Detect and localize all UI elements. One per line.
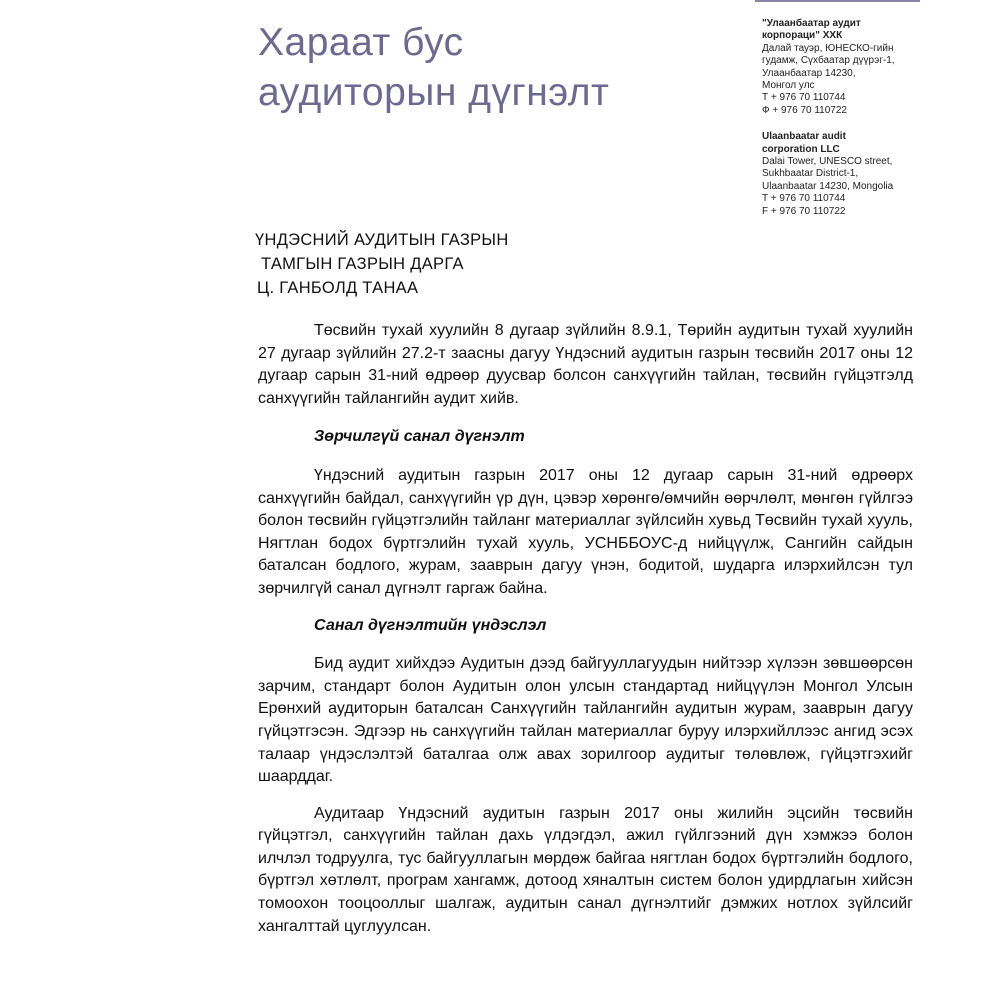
basis-paragraph: Бид аудит хийхдээ Аудитын дээд байгууллагуудын нийтээр хүлээн зөвшөөрсөн зарчим, стандарт болон Аудитын олон улсын стандартад нийцүүлэн Монгол Улсын Ерөнхий аудиторын баталсан Санхүүгийн тайлангийн аудитын журам, зааврын дагуу гүйцэтгэсэн. Эдгээр нь санхүүгийн тайлан материаллаг буруу илэрхийллээс ангид эсэх талаар үндэслэлтэй баталгаа олж авах зорилгоор аудитыг төлөвлөж, гүйцэтгэхийг шаарддаг.	[258, 655, 913, 786]
address-en-line: Ulaanbaatar 14230, Mongolia	[762, 180, 894, 192]
fax-en: F + 976 70 110722	[762, 205, 846, 217]
opinion-heading: Зөрчилгүй санал дүгнэлт	[314, 428, 525, 446]
company-name-en-line-2: corporation LLC	[762, 143, 840, 155]
phone-en: T + 976 70 110744	[762, 193, 846, 205]
letter-body	[258, 320, 913, 938]
addressee-line-2: ТАМГЫН ГАЗРЫН ДАРГА	[261, 255, 464, 273]
opinion-paragraph: Үндэсний аудитын газрын 2017 оны 12 дугаар сарын 31-ний өдрөөрх санхүүгийн байдал, санхүүгийн үр дүн, цэвэр хөрөнгө/өмчийн өөрчлөлт, мөнгөн гүйлгээ болон төсвийн гүйцэтгэлийн тайланг материаллаг зүйлсийн хувьд Төсвийн тухай хууль, Нягтлан бодох бүртгэлийн тухай хууль, УСНББОУС-д нийцүүлж, Сангийн сайдын баталсан бодлого, журам, зааврын дагуу үнэн, бодитой, шударга илэрхийлсэн тул зөрчилгүй санал дүгнэлт гаргаж байна.	[258, 466, 913, 597]
address-mn-line: Улаанбаатар 14230,	[762, 67, 856, 79]
address-spacer	[762, 117, 962, 131]
fax-mn: Ф + 976 70 110722	[762, 104, 847, 116]
letterhead-rule	[755, 0, 920, 2]
phone-mn: Т + 976 70 110744	[762, 92, 846, 104]
addressee-line-3: Ц. ГАНБОЛД ТАНАА	[257, 279, 419, 297]
procedures-paragraph: Аудитаар Үндэсний аудитын газрын 2017 оны жилийн эцсийн төсвийн гүйцэтгэл, санхүүгийн тайлан дахь үлдэгдэл, ажил гүйлгээний дүн хэмжээ болон илчлэл тодруулга, тус байгууллагын мөрдөж байгаа нягтлан бодох бүртгэлийн бодлого, бүртгэл хөтлөлт, програм хангамж, дотоод хяналтын систем болон удирдлагын хийсэн томоохон тооцооллыг шалгаж, аудитын санал дүгнэлтийг дэмжих нотлох зүйлсийг хангалттай цуглуулсан.	[258, 804, 913, 935]
address-mn-line: Монгол улс	[762, 80, 815, 92]
address-mn-line: Далай тауэр, ЮНЕСКО-гийн	[762, 42, 894, 54]
addressee-block	[255, 228, 509, 300]
addressee-line-1: ҮНДЭСНИЙ АУДИТЫН ГАЗРЫН	[255, 231, 509, 249]
document-title	[258, 18, 728, 118]
title-line-2: аудиторын дүгнэлт	[258, 71, 610, 114]
address-en-line: Dalai Tower, UNESCO street,	[762, 156, 893, 168]
company-name-mn-line-2: корпораци" ХХК	[762, 30, 843, 42]
letterhead-address	[762, 18, 962, 218]
company-name-en-line-1: Ulaanbaatar audit	[762, 131, 846, 143]
basis-heading: Санал дүгнэлтийн үндэслэл	[314, 616, 547, 634]
address-en-line: Sukhbaatar District-1,	[762, 168, 859, 180]
intro-paragraph: Төсвийн тухай хуулийн 8 дугаар зүйлийн 8.9.1, Төрийн аудитын тухай хуулийн 27 дугаар зүйлийн 27.2-т заасны дагуу Үндэсний аудитын газрын төсвийн 2017 оны 12 дугаар сарын 31-ний өдрөөр дуусвар болсон санхүүгийн тайлан, төсвийн гүйцэтгэлд санхүүгийн тайлангийн аудит хийв.	[258, 322, 913, 407]
title-line-1: Хараат бус	[258, 21, 464, 64]
company-name-mn-line-1: "Улаанбаатар аудит	[762, 18, 861, 29]
address-mn-line: гудамж, Сүхбаатар дүүрэг-1,	[762, 55, 895, 67]
